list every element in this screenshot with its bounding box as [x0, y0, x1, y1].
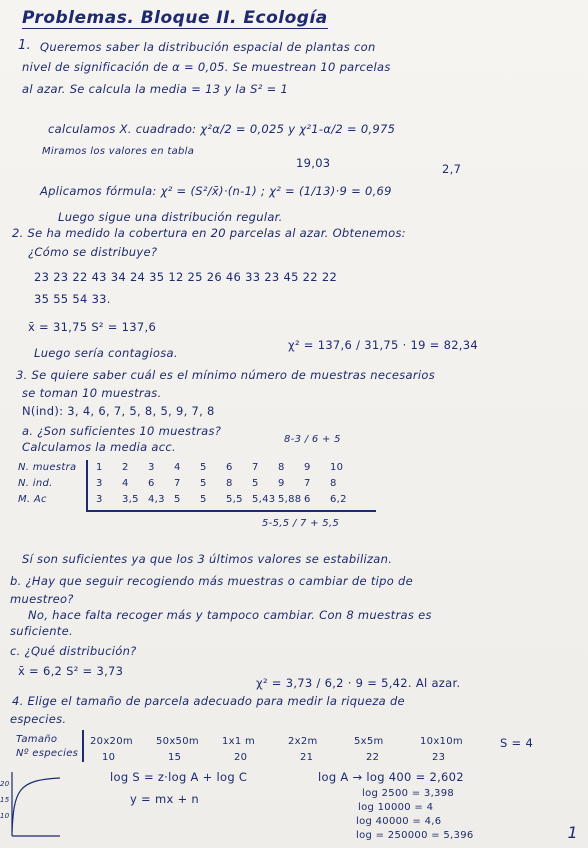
- p1-line-1: Queremos saber la distribución espacial de plantas con: [40, 40, 376, 54]
- p4-equation-1: log S = z·log A + log C: [110, 770, 248, 784]
- p3-note-calc: 5-5,5 / 7 + 5,5: [262, 518, 340, 529]
- p2-data-row-2: 35 55 54 33.: [34, 292, 111, 306]
- table-cell: 5,88: [278, 494, 302, 505]
- p3-line-1: 3. Se quiere saber cuál es el mínimo número de muestras necesarios: [16, 368, 436, 382]
- table-cell: 6: [226, 462, 233, 473]
- p1-line-2: nivel de significación de α = 0,05. Se muestrean 10 parcelas: [22, 60, 391, 74]
- p3-line-6: Sí son suficientes ya que los 3 últimos valores se estabilizan.: [22, 552, 393, 566]
- table-divider: [86, 460, 88, 510]
- p4-header-size: Tamaño: [16, 734, 58, 745]
- page-title: Problemas. Bloque II. Ecología: [22, 8, 328, 28]
- table-cell: 8: [278, 462, 285, 473]
- p1-line-5: Miramos los valores en tabla: [42, 146, 195, 157]
- p3-line-5: Calculamos la media acc.: [22, 440, 176, 454]
- table-cell: 5,5: [226, 494, 243, 505]
- count-cell: 10: [102, 752, 116, 763]
- size-cell: 5x5m: [354, 736, 384, 747]
- p4-log-3: log 40000 = 4,6: [356, 816, 442, 827]
- size-cell: 20x20m: [90, 736, 133, 747]
- p1-number: 1.: [18, 38, 32, 53]
- table-cell: 3: [96, 494, 103, 505]
- p2-line-3: x̄ = 31,75 S² = 137,6: [28, 320, 157, 334]
- table-cell: 6,2: [330, 494, 347, 505]
- p3-line-2: se toman 10 muestras.: [22, 386, 162, 400]
- table-header-individuals: N. ind.: [18, 478, 53, 489]
- p3-line-12: x̄ = 6,2 S² = 3,73: [18, 664, 124, 678]
- table-cell: 5: [174, 494, 181, 505]
- p1-line-4: calculamos X. cuadrado: χ²α/2 = 0,025 y χ²1-α/2 = 0,975: [48, 122, 396, 136]
- count-cell: 21: [300, 752, 314, 763]
- p2-line-2: ¿Cómo se distribuye?: [28, 245, 158, 259]
- p3-aside-calc: 8-3 / 6 + 5: [284, 434, 341, 445]
- p2-line-4: χ² = 137,6 / 31,75 · 19 = 82,34: [288, 338, 478, 352]
- table-header-samples: N. muestra: [18, 462, 77, 473]
- table-cell: 5: [200, 478, 207, 489]
- table-cell: 1: [96, 462, 103, 473]
- p4-line-2: especies.: [10, 712, 67, 726]
- table-cell: 6: [304, 494, 311, 505]
- p4-log-4: log = 250000 = 5,396: [356, 830, 474, 841]
- p2-data-row-1: 23 23 22 43 34 24 35 12 25 26 46 33 23 45 22 22: [34, 270, 338, 284]
- table-header-accumulated-mean: M. Ac: [18, 494, 47, 505]
- p4-axis-tick-20: 20: [0, 780, 10, 788]
- table-cell: 7: [252, 462, 259, 473]
- p4-sketch-graph: [2, 770, 62, 840]
- p2-line-5: Luego sería contagiosa.: [34, 346, 178, 360]
- p4-log-1: log 2500 = 3,398: [362, 788, 455, 799]
- table-cell: 2: [122, 462, 129, 473]
- p3-line-7: b. ¿Hay que seguir recogiendo más muestras o cambiar de tipo de: [10, 574, 414, 588]
- p4-line-1: 4. Elige el tamaño de parcela adecuado para medir la riqueza de: [12, 694, 405, 708]
- table-cell: 5: [200, 494, 207, 505]
- table-cell: 9: [278, 478, 285, 489]
- p4-table-divider: [82, 730, 84, 762]
- p4-log-2: log 10000 = 4: [358, 802, 434, 813]
- p4-s-value: S = 4: [500, 736, 534, 750]
- table-cell: 5: [200, 462, 207, 473]
- p4-axis-tick-10: 10: [0, 812, 10, 820]
- p3-line-4: a. ¿Son suficientes 10 muestras?: [22, 424, 222, 438]
- p3-line-10: suficiente.: [10, 624, 73, 638]
- p4-axis-tick-15: 15: [0, 796, 10, 804]
- p1-line-6: Aplicamos fórmula: χ² = (S²/x̄)·(n-1) ; χ² = (1/13)·9 = 0,69: [40, 184, 392, 198]
- size-cell: 2x2m: [288, 736, 318, 747]
- count-cell: 22: [366, 752, 380, 763]
- p3-line-11: c. ¿Qué distribución?: [10, 644, 137, 658]
- p1-value-2: 2,7: [442, 162, 462, 176]
- table-cell: 7: [174, 478, 181, 489]
- table-underline: [86, 510, 376, 512]
- table-cell: 10: [330, 462, 344, 473]
- p2-line-1: 2. Se ha medido la cobertura en 20 parcelas al azar. Obtenemos:: [12, 226, 406, 240]
- size-cell: 50x50m: [156, 736, 199, 747]
- p3-line-8: muestreo?: [10, 592, 74, 606]
- table-cell: 3: [148, 462, 155, 473]
- table-cell: 6: [148, 478, 155, 489]
- table-cell: 4: [174, 462, 181, 473]
- p3-line-9: No, hace falta recoger más y tampoco cambiar. Con 8 muestras es: [28, 608, 432, 622]
- table-cell: 5,43: [252, 494, 276, 505]
- table-cell: 8: [330, 478, 337, 489]
- p4-header-species: Nº especies: [16, 748, 79, 759]
- p4-equation-3: log A → log 400 = 2,602: [318, 770, 464, 784]
- table-cell: 8: [226, 478, 233, 489]
- table-cell: 9: [304, 462, 311, 473]
- p1-line-3: al azar. Se calcula la media = 13 y la S² = 1: [22, 82, 289, 96]
- size-cell: 10x10m: [420, 736, 463, 747]
- table-cell: 3,5: [122, 494, 139, 505]
- table-cell: 7: [304, 478, 311, 489]
- size-cell: 1x1 m: [222, 736, 256, 747]
- p4-equation-2: y = mx + n: [130, 792, 199, 806]
- table-cell: 3: [96, 478, 103, 489]
- count-cell: 15: [168, 752, 182, 763]
- count-cell: 23: [432, 752, 446, 763]
- table-cell: 4: [122, 478, 129, 489]
- count-cell: 20: [234, 752, 248, 763]
- p3-line-13: χ² = 3,73 / 6,2 · 9 = 5,42. Al azar.: [256, 676, 461, 690]
- page-number: 1: [567, 823, 578, 842]
- table-cell: 5: [252, 478, 259, 489]
- p1-value-1: 19,03: [296, 156, 331, 170]
- p1-line-7: Luego sigue una distribución regular.: [58, 210, 283, 224]
- p3-line-3: N(ind): 3, 4, 6, 7, 5, 8, 5, 9, 7, 8: [22, 404, 215, 418]
- table-cell: 4,3: [148, 494, 165, 505]
